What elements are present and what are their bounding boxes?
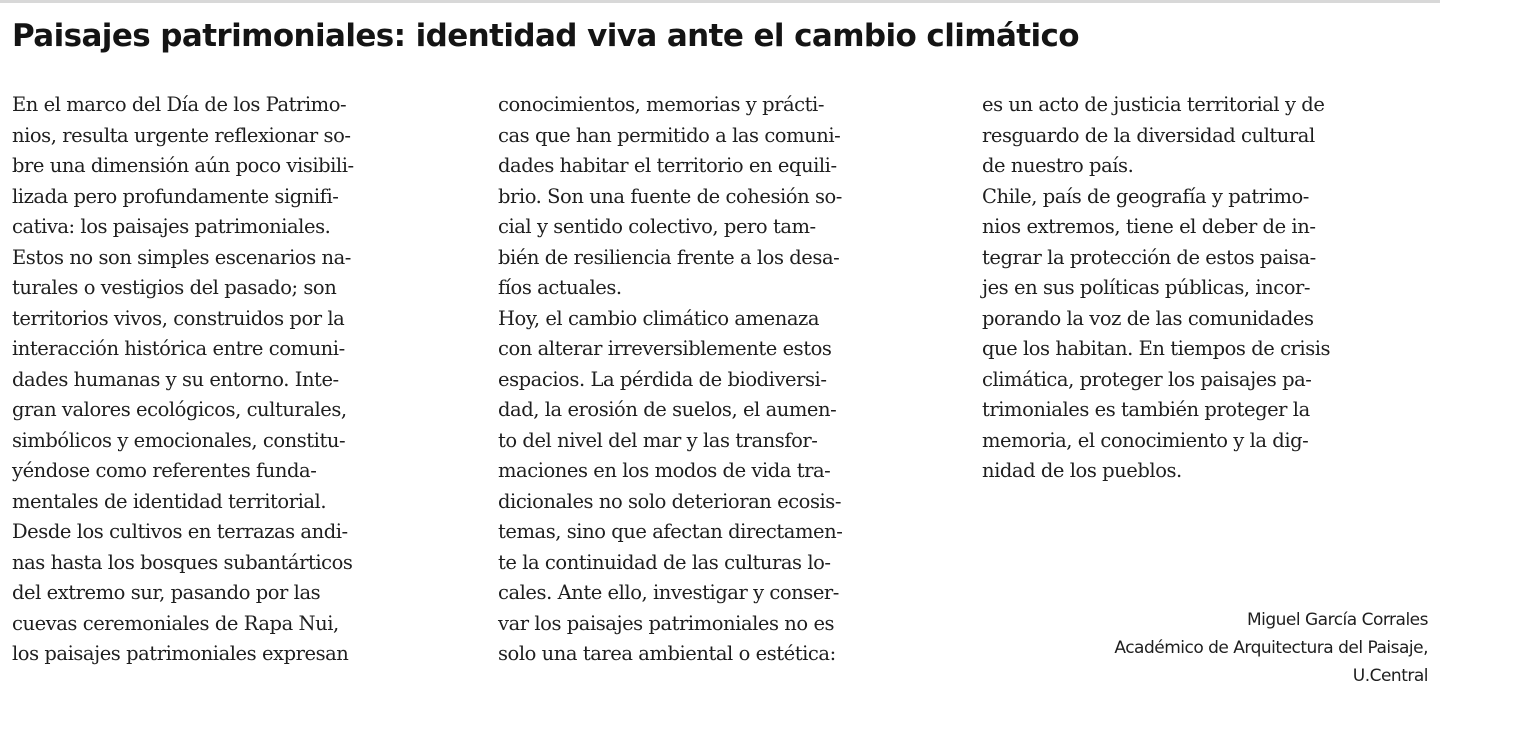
- text-line: del extremo sur, pasando por las: [12, 581, 321, 604]
- author-name: Miguel García Corrales: [1246, 610, 1428, 630]
- text-line: nidad de los pueblos.: [982, 459, 1182, 482]
- text-line: Desde los cultivos en terrazas andi-: [12, 520, 348, 543]
- text-line: mentales de identidad territorial.: [12, 489, 327, 513]
- text-line: bre una dimensión aún poco visibili-: [12, 154, 354, 177]
- author-title: Académico de Arquitectura del Paisaje,: [1114, 638, 1428, 658]
- text-line: memoria, el conocimiento y la dig-: [982, 428, 1309, 452]
- text-line: porando la voz de las comunidades: [982, 306, 1314, 330]
- text-line: resguardo de la diversidad cultural: [982, 123, 1315, 147]
- text-line: maciones en los modos de vida tra-: [498, 459, 831, 482]
- text-line: cales. Ante ello, investigar y conser-: [498, 581, 839, 604]
- text-line: fíos actuales.: [498, 276, 622, 299]
- text-line: turales o vestigios del pasado; son: [12, 276, 337, 299]
- text-line: nios extremos, tiene el deber de in-: [982, 215, 1316, 238]
- top-rule: [0, 0, 1440, 3]
- text-line: lizada pero profundamente signifi-: [12, 184, 339, 208]
- text-line: dad, la erosión de suelos, el aumen-: [498, 398, 837, 421]
- text-line: cativa: los paisajes patrimoniales.: [12, 215, 331, 238]
- text-line: territorios vivos, construidos por la: [12, 306, 345, 330]
- text-line: En el marco del Día de los Patrimo-: [12, 93, 347, 116]
- text-line: que los habitan. En tiempos de crisis: [982, 337, 1331, 360]
- text-line: dades humanas y su entorno. Inte-: [12, 367, 339, 391]
- text-line: var los paisajes patrimoniales no es: [498, 611, 835, 635]
- text-line: climática, proteger los paisajes pa-: [982, 367, 1312, 391]
- text-line: es un acto de justicia territorial y de: [982, 93, 1325, 116]
- article-column-3: [982, 90, 1432, 487]
- text-line: los paisajes patrimoniales expresan: [12, 642, 349, 665]
- text-line: yéndose como referentes funda-: [12, 459, 317, 482]
- text-line: te la continuidad de las culturas lo-: [498, 550, 831, 574]
- text-line: brio. Son una fuente de cohesión so-: [498, 184, 842, 208]
- text-line: conocimientos, memorias y prácti-: [498, 93, 824, 116]
- text-line: cas que han permitido a las comuni-: [498, 123, 841, 147]
- text-line: tegrar la protección de estos paisa-: [982, 245, 1316, 269]
- text-line: espacios. La pérdida de biodiversi-: [498, 367, 827, 391]
- text-line: dicionales no solo deterioran ecosis-: [498, 489, 841, 513]
- text-line: jes en sus políticas públicas, incor-: [982, 276, 1311, 299]
- text-line: gran valores ecológicos, culturales,: [12, 398, 347, 421]
- text-line: trimoniales es también proteger la: [982, 398, 1310, 421]
- text-line: Chile, país de geografía y patrimo-: [982, 184, 1309, 208]
- author-signature: [1114, 606, 1428, 690]
- text-line: Hoy, el cambio climático amenaza: [498, 306, 820, 330]
- text-line: nas hasta los bosques subantárticos: [12, 550, 353, 574]
- text-line: solo una tarea ambiental o estética:: [498, 642, 836, 665]
- text-line: dades habitar el territorio en equili-: [498, 154, 837, 177]
- author-institution: U.Central: [1352, 666, 1428, 686]
- article-column-2: [498, 90, 968, 670]
- text-line: simbólicos y emocionales, constitu-: [12, 428, 346, 452]
- text-line: to del nivel del mar y las transfor-: [498, 428, 818, 452]
- article-column-1: [12, 90, 482, 670]
- headline: Paisajes patrimoniales: identidad viva ante el cambio climático: [12, 18, 1079, 54]
- text-line: Estos no son simples escenarios na-: [12, 245, 351, 269]
- text-line: temas, sino que afectan directamen-: [498, 520, 843, 543]
- text-line: nios, resulta urgente reflexionar so-: [12, 123, 351, 147]
- text-line: cial y sentido colectivo, pero tam-: [498, 215, 816, 238]
- text-line: de nuestro país.: [982, 154, 1134, 177]
- text-line: bién de resiliencia frente a los desa-: [498, 245, 840, 269]
- text-line: cuevas ceremoniales de Rapa Nui,: [12, 611, 339, 635]
- text-line: interacción histórica entre comuni-: [12, 337, 345, 360]
- text-line: con alterar irreversiblemente estos: [498, 337, 832, 360]
